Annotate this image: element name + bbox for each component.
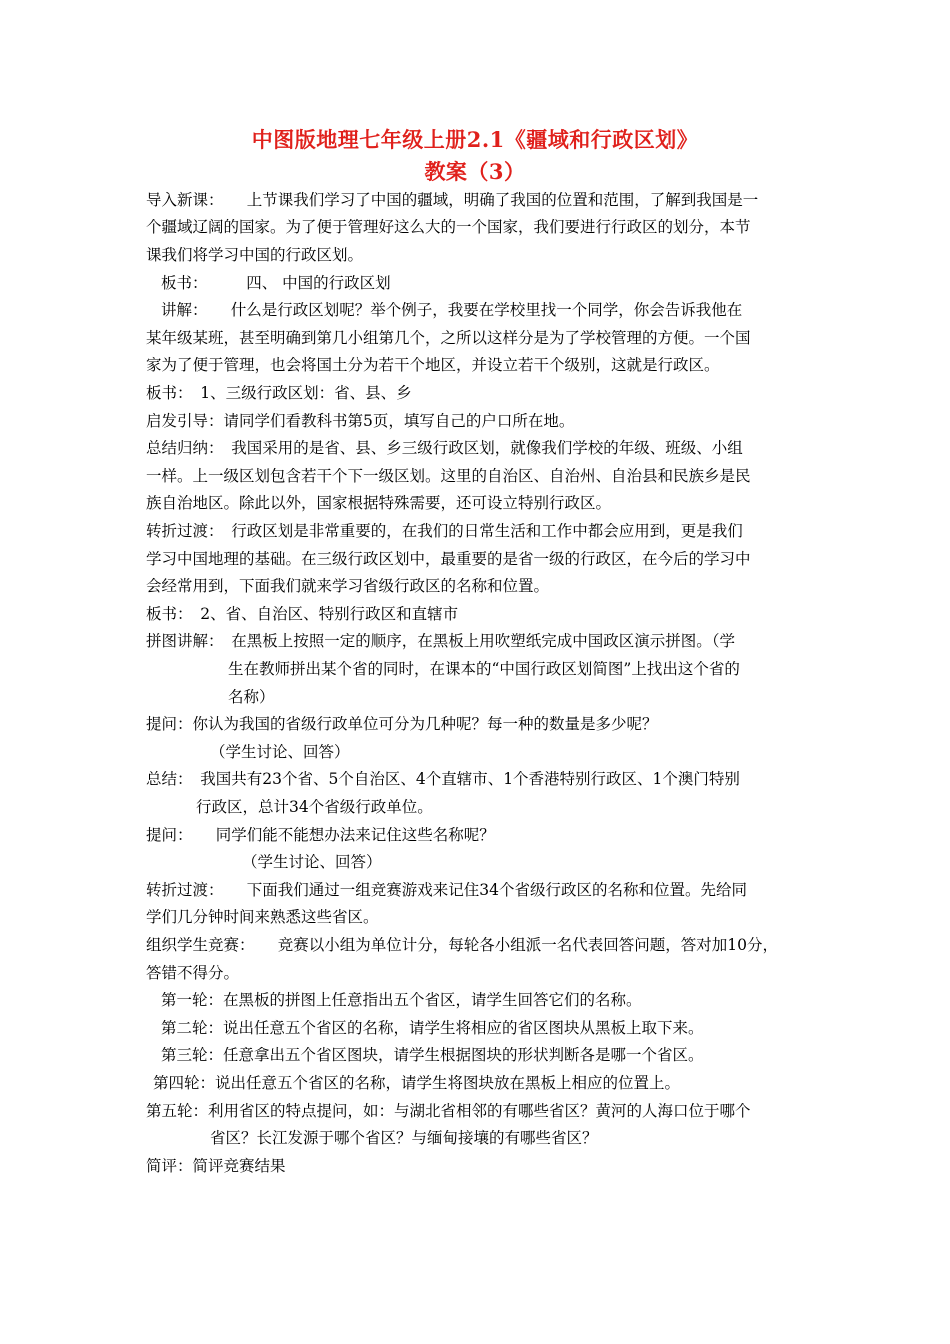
text-line: 第一轮：在黑板的拼图上任意指出五个省区，请学生回答它们的名称。 bbox=[161, 991, 642, 1009]
text-line: 第三轮：任意拿出五个省区图块，请学生根据图块的形状判断各是哪一个省区。 bbox=[161, 1046, 704, 1064]
document-subtitle: 教案（3） bbox=[424, 159, 526, 184]
text-line: 名称） bbox=[228, 688, 275, 706]
text-line: 启发引导：请同学们看教科书第5页，填写自己的户口所在地。 bbox=[146, 412, 575, 430]
text-line: 省区？长江发源于哪个省区？与缅甸接壤的有哪些省区？ bbox=[210, 1129, 598, 1147]
text-line: 答错不得分。 bbox=[146, 964, 240, 982]
text-line: 个疆域辽阔的国家。为了便于管理好这么大的一个国家，我们要进行行政区的划分，本节 bbox=[146, 218, 751, 236]
text-line: 提问： 同学们能不能想办法来记住这些名称呢？ bbox=[146, 826, 495, 844]
text-line: 总结： 我国共有23个省、5个自治区、4个直辖市、1个香港特别行政区、1个澳门特别 bbox=[146, 770, 740, 788]
text-line: 会经常用到，下面我们就来学习省级行政区的名称和位置。 bbox=[146, 577, 550, 595]
text-line: 导入新课： 上节课我们学习了中国的疆域，明确了我国的位置和范围，了解到我国是一 bbox=[146, 191, 759, 209]
text-line: 第四轮：说出任意五个省区的名称，请学生将图块放在黑板上相应的位置上。 bbox=[153, 1074, 681, 1092]
text-line: 学们几分钟时间来熟悉这些省区。 bbox=[146, 908, 379, 926]
document-title: 中图版地理七年级上册2.1《疆域和行政区划》 bbox=[251, 127, 699, 152]
text-line: 第二轮：说出任意五个省区的名称，请学生将相应的省区图块从黑板上取下来。 bbox=[161, 1019, 704, 1037]
text-line: 第五轮：利用省区的特点提问，如：与湖北省相邻的有哪些省区？黄河的人海口位于哪个 bbox=[146, 1102, 751, 1120]
text-line: 课我们将学习中国的行政区划。 bbox=[146, 246, 364, 264]
text-line: 学习中国地理的基础。在三级行政区划中，最重要的是省一级的行政区，在今后的学习中 bbox=[146, 550, 751, 568]
text-line: 某年级某班，甚至明确到第几小组第几个，之所以这样分是为了学校管理的方便。一个国 bbox=[146, 329, 751, 347]
text-line: 讲解： 什么是行政区划呢？举个例子，我要在学校里找一个同学，你会告诉我他在 bbox=[161, 301, 743, 319]
text-line: 提问：你认为我国的省级行政单位可分为几种呢？每一种的数量是多少呢？ bbox=[146, 715, 658, 733]
text-line: 一样。上一级区划包含若干个下一级区划。这里的自治区、自治州、自治县和民族乡是民 bbox=[146, 467, 751, 485]
text-line: （学生讨论、回答） bbox=[242, 853, 382, 871]
text-line: 族自治地区。除此以外，国家根据特殊需要，还可设立特别行政区。 bbox=[146, 494, 612, 512]
text-line: 简评：简评竞赛结果 bbox=[146, 1157, 286, 1175]
text-line: 拼图讲解： 在黑板上按照一定的顺序，在黑板上用吹塑纸完成中国政区演示拼图。（学 bbox=[146, 632, 736, 650]
text-line: 板书： 1、三级行政区划：省、县、乡 bbox=[146, 384, 412, 402]
text-line: 转折过渡： 下面我们通过一组竞赛游戏来记住34个省级行政区的名称和位置。先给同 bbox=[146, 881, 747, 899]
text-line: 总结归纳： 我国采用的是省、县、乡三级行政区划，就像我们学校的年级、班级、小组 bbox=[146, 439, 743, 457]
text-line: 家为了便于管理，也会将国土分为若干个地区，并设立若干个级别，这就是行政区。 bbox=[146, 356, 720, 374]
text-line: 板书： 四、 中国的行政区划 bbox=[161, 274, 391, 292]
text-line: 转折过渡： 行政区划是非常重要的，在我们的日常生活和工作中都会应用到，更是我们 bbox=[146, 522, 743, 540]
text-line: 生在教师拼出某个省的同时，在课本的“中国行政区划简图”上找出这个省的 bbox=[228, 660, 740, 678]
text-line: 组织学生竞赛： 竞赛以小组为单位计分，每轮各小组派一名代表回答问题，答对加10分， bbox=[146, 936, 778, 954]
text-line: （学生讨论、回答） bbox=[210, 743, 350, 761]
text-line: 板书： 2、省、自治区、特别行政区和直辖市 bbox=[146, 605, 459, 623]
text-line: 行政区，总计34个省级行政单位。 bbox=[196, 798, 433, 816]
